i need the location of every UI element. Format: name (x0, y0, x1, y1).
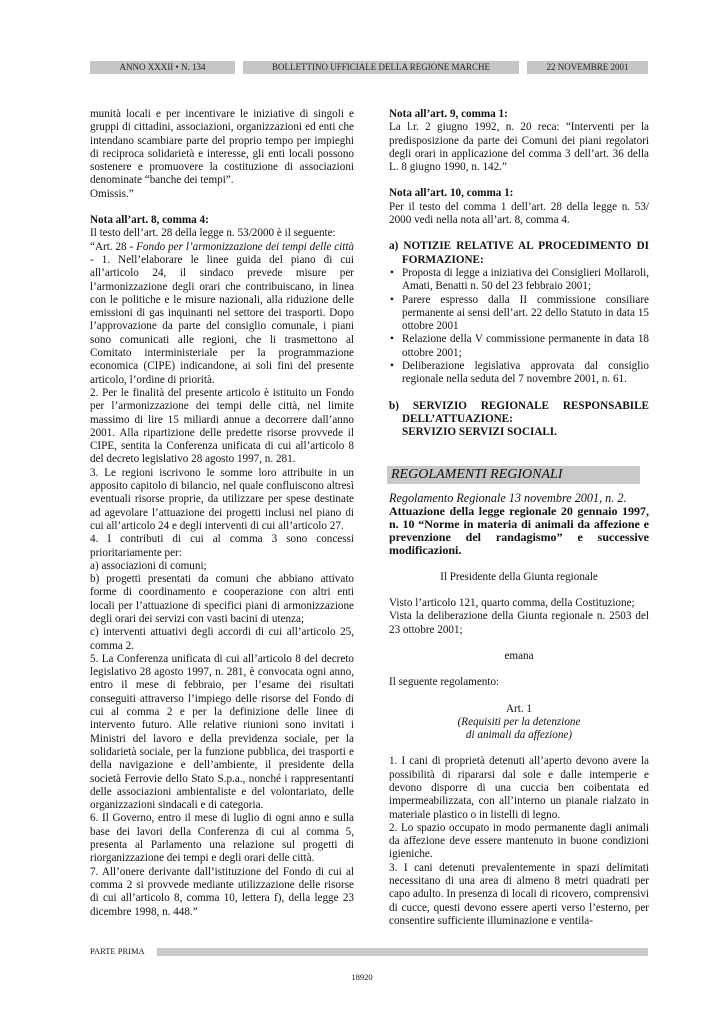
list-item-text: Proposta di legge a iniziativa dei Consiglieri Mollaroli, Amati, Benatti n. 50 del 23 febbraio 2001; (402, 266, 649, 293)
regulation-heading: Attuazione della legge regionale 20 gennaio 1997, n. 10 “Norme in materia di animali da affezione e prevenzione del randagismo” e successive modificazioni. (389, 503, 649, 558)
article-1-comma-1: 1. I cani di proprietà detenuti all’aperto devono avere la possibilità di ripararsi dal sole e dalle intemperie e devono disporre di una cuccia ben coibentata ed impermeabilizzata, con all’interno un pianale rialzato in materiale plastico o in listelli di legno. (389, 755, 649, 821)
list-item (389, 360, 649, 387)
comma-4-a: a) associazioni di comuni; (90, 559, 207, 572)
comma-3: 3. Le regioni iscrivono le somme loro attribuite in un apposito capitolo di bilancio, nel quale confluiscono altresì eventuali risorse proprie, da utilizzare per spese destinate ad agevolare l’attuazione dei progetti inclusi nel piano di cui all’articolo 24 e degli interventi di cui all’articolo 27. (90, 466, 354, 532)
comma-4: 4. I contributi di cui al comma 3 sono concessi prioritariamente per: (90, 533, 354, 559)
omissis: Omissis.” (90, 187, 134, 200)
note-art8-title: Nota all’art. 8, comma 4: (90, 214, 209, 227)
comma-4-c: c) interventi attuativi degli accordi di cui all’articolo 25, comma 2. (90, 626, 354, 652)
right-column (389, 108, 649, 928)
article-1-comma-3: 3. I cani detenuti prevalentemente in spazi delimitati necessitano di una area di almeno 8 metri quadrati per capo adulto. In presenza di locali di ricovero, comprensivi di cucce, questi devono essere aperti verso l’esterno, per consentire sufficiente illuminazione e ventila- (389, 861, 649, 927)
visto-2: Vista la deliberazione della Giunta regionale n. 2503 del 23 ottobre 2001; (389, 610, 649, 636)
header-issue: ANNO XXXII • N. 134 (90, 61, 235, 74)
president-line: Il Presidente della Giunta regionale (440, 570, 598, 583)
regulation-title: Regolamento Regionale 13 novembre 2001, n. 2. (389, 490, 627, 505)
list-item (389, 294, 649, 334)
comma-4-b: b) progetti presentati da comuni che abbiano attivato forme di coordinamento e cooperazione con altri enti locali per l’attuazione di specifici piani di armonizzazione degli orari dei servizi con vasti bacini di utenza; (90, 573, 354, 625)
comma-2: 2. Per le finalità del presente articolo è istituito un Fondo per l’armonizzazione dei tempi delle città, nel limite massimo di lire 15 miliardi annue a decorrere dall’anno 2001. Alla ripartizione delle predette risorse provvede il CIPE, sentita la Conferenza unificata di cui all’articolo 8 del decreto legislativo 28 agosto 1997, n. 281. (90, 386, 354, 466)
list-item (389, 333, 649, 360)
bullet-icon: • (390, 360, 394, 373)
footer-bar (157, 948, 648, 956)
list-item-text: Deliberazione legislativa approvata dal consiglio regionale nella seduta del 7 novembre 2001, n. 61. (402, 360, 649, 386)
header-publication: BOLLETTINO UFFICIALE DELLA REGIONE MARCHE (243, 61, 519, 74)
paragraph: munità locali e per incentivare le iniziative di singoli e gruppi di cittadini, associazioni, organizzazioni ed enti che intendano scambiare parte del proprio tempo per impieghi di reciproca solidarietà e interesse, gli enti locali possono sostenere e promuovere la costituzione di associazioni denominate “banche dei tempi”. (90, 108, 354, 187)
comma-6: 6. Il Governo, entro il mese di luglio di ogni anno e sulla base dei lavori della Conferenza di cui al comma 5, presenta al Parlamento una relazione sul progetti di riorganizzazione dei tempi e degli orari delle città. (90, 812, 354, 865)
header-date: 22 NOVEMBRE 2001 (527, 61, 648, 74)
comma-5: 5. La Conferenza unificata di cui all’articolo 8 del decreto legislativo 28 agosto 1997, n. 281, è convocata ogni anno, entro il mese di febbraio, per l’esame dei risultati conseguiti attraverso l’impiego delle risorse del Fondo di cui al comma 2 e per la definizione delle linee di intervento futuro. Alle relative riunioni sono invitati i Ministri del lavoro e della previdenza sociale, per la solidarietà sociale, per la funzione pubblica, dei trasporti e della navigazione e dell’ambiente, il presidente della società Ferrovie dello Stato S.p.a., nonché i rappresentanti delle associazioni ambientaliste e del volontariato, delle organizzazioni sindacali e di categoria. (90, 652, 354, 812)
section-heading: REGOLAMENTI REGIONALI (387, 466, 640, 484)
note-art9-title: Nota all’art. 9, comma 1: (389, 108, 508, 120)
note-art9-text: La l.r. 2 giugno 1992, n. 20 reca: “Interventi per la predisposizione da parte dei Comuni dei piani regolatori degli orari in applicazione del comma 3 dell’art. 36 della L. 8 giugno 1990, n. 142.” (389, 121, 649, 174)
seguente-regolamento: Il seguente regolamento: (389, 676, 500, 689)
art-title: Fondo per l’armonizzazione dei tempi delle città (136, 240, 354, 253)
article-number: Art. 1 (506, 702, 532, 715)
emana: emana (504, 649, 534, 662)
bullet-icon: • (390, 293, 394, 306)
note-art8-comma1 (90, 241, 354, 387)
note-art8-intro: Il testo dell’art. 28 della legge n. 53/2000 è il seguente: (90, 227, 336, 240)
list-item-text: Relazione della V commissione permanente in data 18 ottobre 2001; (402, 333, 649, 359)
visto-1: Visto l’articolo 121, quarto comma, della Costituzione; (389, 597, 635, 610)
left-column (90, 108, 354, 919)
footer-label: PARTE PRIMA (90, 946, 145, 956)
bullet-icon: • (390, 266, 394, 279)
list-item (389, 267, 649, 294)
section-b-title: b) SERVIZIO REGIONALE RESPONSABILE DELL’ATTUAZIONE: (389, 399, 649, 425)
article-subtitle: di animali da affezione) (465, 729, 573, 742)
bullet-icon: • (390, 333, 394, 346)
section-a-title: a) NOTIZIE RELATIVE AL PROCEDIMENTO DI FORMAZIONE: (389, 240, 649, 266)
note-art10-title: Nota all’art. 10, comma 1: (389, 187, 514, 200)
note-art10-text: Per il testo del comma 1 dell’art. 28 della legge n. 53/ 2000 vedi nella nota all’art. 8, comma 4. (389, 200, 649, 227)
list-item-text: Parere espresso dalla II commissione consiliare permanente ai sensi dell’art. 22 dello Statuto in data 15 ottobre 2001 (402, 293, 649, 333)
section-b-value: SERVIZIO SERVIZI SOCIALI. (402, 426, 557, 439)
art-label: “Art. 28 - (90, 240, 137, 253)
article-1-comma-2: 2. Lo spazio occupato in modo permanente dagli animali da affezione deve essere mantenuto in buone condizioni igieniche. (389, 821, 649, 861)
comma-7: 7. All’onere derivante dall’istituzione del Fondo di cui al comma 2 si provvede mediante utilizzazione delle risorse di cui all’articolo 8, comma 10, lettera f), della legge 23 dicembre 1998, n. 448.” (90, 865, 354, 918)
comma-text: - 1. Nell’elaborare le linee guida del piano di cui all’articolo 24, il sindaco prevede misure per l’armonizzazione degli orari che contribuiscano, in linea con le politiche e le misure nazionali, alla riduzione delle emissioni di gas inquinanti nel settore dei trasporti. Dopo l’approvazione da parte del consiglio comunale, i piani sono comunicati alle regioni, che li trasmettono al Comitato interministeriale per la programmazione economica (CIPE) indicandone, ai soli fini del presente articolo, l’ordine di priorità. (90, 253, 354, 386)
article-subtitle: (Requisiti per la detenzione (457, 715, 581, 728)
page-number: 18920 (351, 972, 373, 982)
